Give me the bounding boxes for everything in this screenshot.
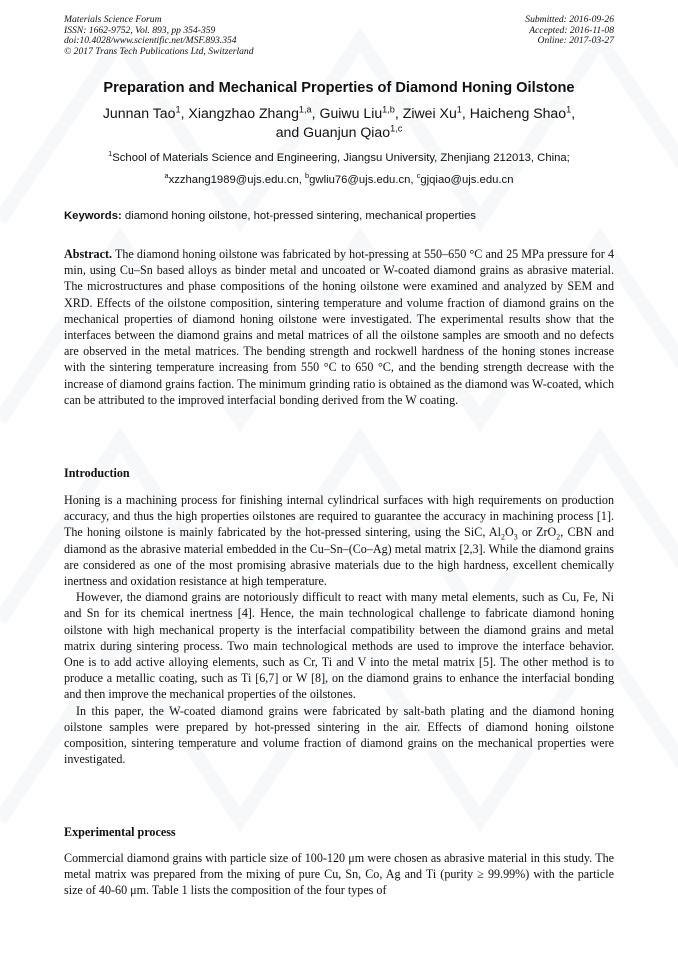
author-list xyxy=(50,104,628,141)
paper-title: Preparation and Mechanical Properties of Diamond Honing Oilstone xyxy=(103,80,575,96)
paragraph: Honing is a machining process for finishing internal cylindrical surfaces with high requirements on production accuracy, and thus the high properties oilstones are required to guarantee the accuracy in machining process [1]. The honing oilstone is mainly fabricated by the hot-pressed sintering, using the SiC, $Al_2O_3$ or ZrO$_2$, CBN and diamond as the abrasive material embedded in the Cu–Sn–(Co–Ag) metal matrix [2,3]. While the diamond grains are considered as one of the most promising abrasive materials due to the high hardness, excellent chemically inertness and oxidation resistance at high temperature. xyxy=(64,493,614,589)
accepted-date: Accepted: 2016-11-08 xyxy=(529,24,614,36)
keywords xyxy=(64,210,476,222)
author: Junnan Tao$^1$, xyxy=(102,104,189,121)
submitted-date: Submitted: 2016-09-26 xyxy=(525,14,614,25)
copyright: © 2017 Trans Tech Publications Ltd, Switzerland xyxy=(64,45,254,57)
email-link[interactable]: $^b$gwliu76@ujs.edu.cn xyxy=(305,171,411,186)
keywords-text: diamond honing oilstone, hot-pressed sintering, mechanical properties xyxy=(121,210,476,222)
paragraph: Commercial diamond grains with particle size of 100-120 μm were chosen as abrasive material in this study. The metal matrix was prepared from the mixing of pure Cu, Sn, Co, Ag and Ti (purity ≥ 99.99%) with the particle size of 40-60 μm. Table 1 lists the composition of the four types of xyxy=(64,851,614,898)
doi: doi:10.4028/www.scientific.net/MSF.893.354 xyxy=(64,35,237,47)
paragraph: In this paper, the W-coated diamond grains were fabricated by salt-bath plating and the diamond honing oilstone samples were prepared by hot-pressed sintering in the air. Effects of diamond honing oilstone composition, sintering temperature and volume fraction of diamond grains on the mechanical properties were investigated. xyxy=(64,703,614,767)
email-link[interactable]: $^a$xzzhang1989@ujs.edu.cn xyxy=(164,171,299,186)
abstract xyxy=(64,246,614,408)
paragraph: However, the diamond grains are notoriously difficult to react with many metal elements, such as Cu, Fe, Ni and Sn for its chemical inertness [4]. Hence, the main technological challenge to fabricate diamond honing oilstone with high mechanical property is the interfacial compatibility between the diamond grains and metal matrix during sintering process. Two main technological methods are used to improve the interface behavior. One is to add active alloying elements, such as Cr, Ti and V into the metal matrix [5]. The other method is to produce a metallic coating, such as Ti [6,7] or W [8], on the diamond grains to enhance the interfacial bonding and then improve the mechanical properties of the oilstones. xyxy=(64,590,614,702)
issn: ISSN: 1662-9752, Vol. 893, pp 354-359 xyxy=(64,24,216,36)
journal-name: Materials Science Forum xyxy=(64,14,162,25)
author-emails: $^a$xzzhang1989@ujs.edu.cn, $^b$gwliu76@ujs.edu.cn, $^c$gjqiao@ujs.edu.cn xyxy=(164,171,514,186)
publication-info xyxy=(64,15,254,57)
publication-dates xyxy=(525,15,614,47)
introduction-heading: Introduction xyxy=(64,466,130,480)
author: and Guanjun Qiao$^{1,c}$ xyxy=(275,122,403,140)
author: Guiwu Liu$^{1,b}$, xyxy=(319,104,403,121)
author: Haicheng Shao$^1$, xyxy=(469,104,576,121)
abstract-text: The diamond honing oilstone was fabricated by hot-pressing at 550–650 °C and 25 MPa pressure for 4 min, using Cu–Sn based alloys as binder metal and uncoated or W-coated diamond grains as abrasive material. The microstructures and phase compositions of the honing oilstone were examined and analyzed by SEM and XRD. Effects of the oilstone composition, sintering temperature and volume fraction of diamond grains on the mechanical properties of diamond honing oilstone were investigated. The experimental results show that the interfaces between the diamond grains and metal matrices of all the oilstone samples are smooth and no defects are observed in the metal matrices. The bending strength and rockwell hardness of the honing stones increase with the sintering temperature increasing from 550 °C to 650 °C, and the bending strength decrease with the increase of diamond grains faction. The minimum grinding ratio is obtained as the diamond was W-coated, which can be attributed to the improved interfacial bonding derived from the W coating. xyxy=(64,247,614,407)
affiliation: $^1$School of Materials Science and Engineering, Jiangsu University, Zhenjiang 212013, China; xyxy=(108,149,570,164)
experimental-body xyxy=(64,850,614,899)
introduction-body xyxy=(64,492,614,767)
email-link[interactable]: $^c$gjqiao@ujs.edu.cn xyxy=(416,171,514,186)
keywords-label: Keywords: xyxy=(64,210,122,222)
online-date: Online: 2017-03-27 xyxy=(537,35,614,47)
author: Xiangzhao Zhang$^{1,a}$, xyxy=(188,104,320,121)
author: Ziwei Xu$^1$, xyxy=(402,104,470,121)
experimental-heading: Experimental process xyxy=(64,825,176,839)
abstract-label: Abstract. xyxy=(64,247,113,261)
